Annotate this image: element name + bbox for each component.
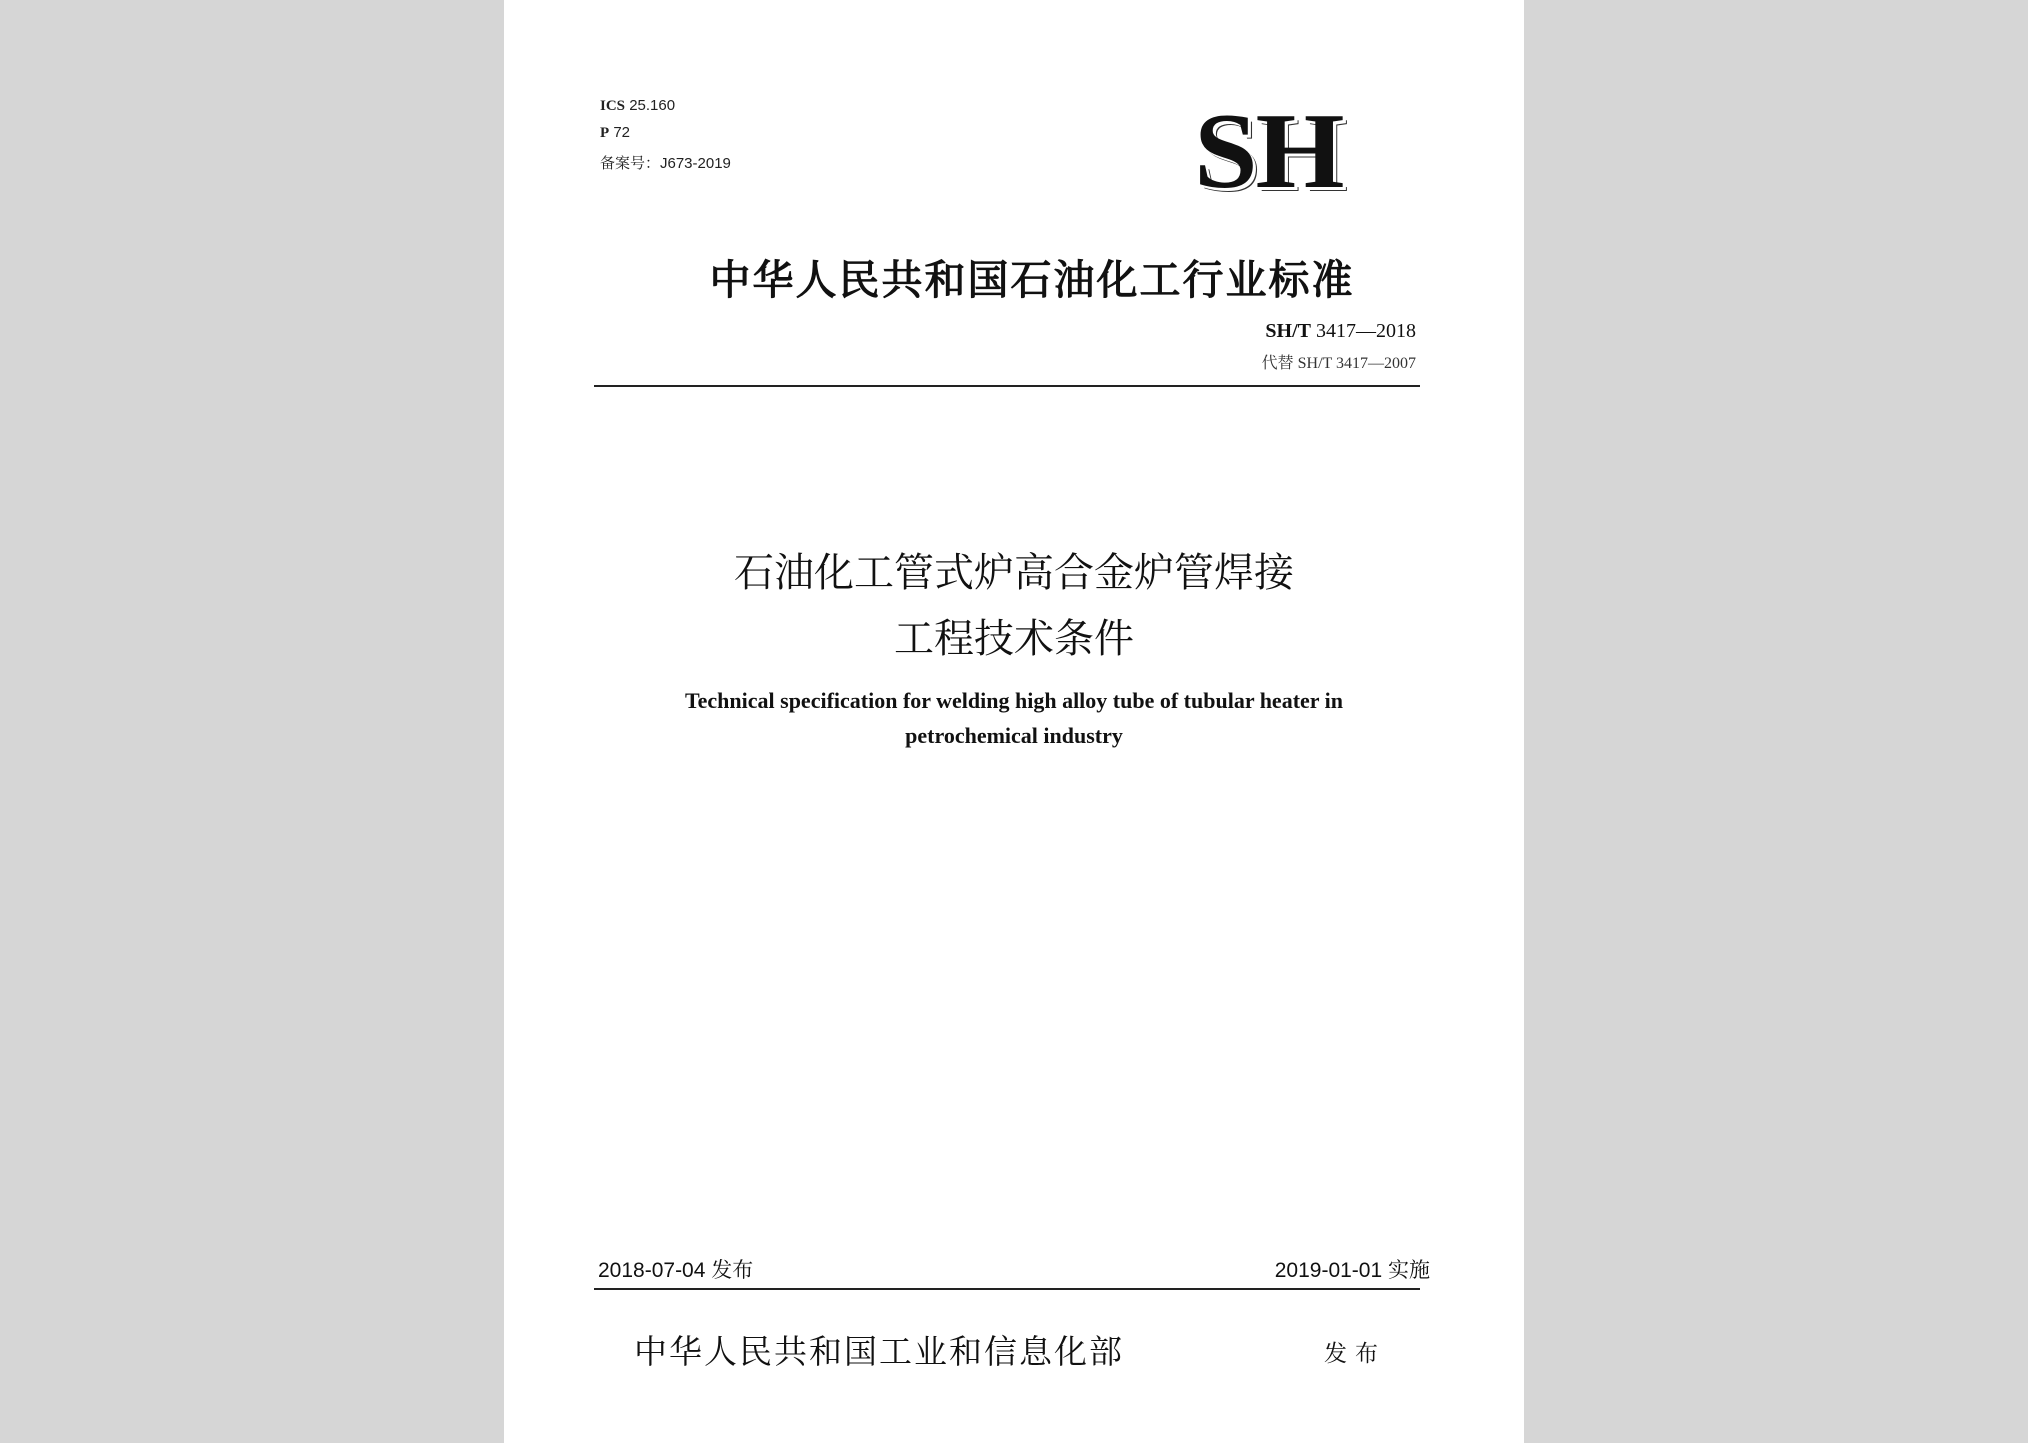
- issuing-authority: 中华人民共和国工业和信息化部: [634, 1332, 1124, 1371]
- standard-number-prefix: SH/T: [1265, 320, 1311, 342]
- document-page: [504, 0, 1524, 1443]
- issue-label: 发布: [1324, 1341, 1386, 1367]
- classification-label: P: [600, 125, 610, 141]
- classification-value: 72: [613, 124, 631, 141]
- issue-date: 2018-07-04 发布: [598, 1259, 754, 1282]
- ics-value: 25.160: [629, 97, 676, 114]
- cn-title-line1: 石油化工管式炉高合金炉管焊接: [734, 550, 1294, 596]
- cn-title-line2: 工程技术条件: [894, 616, 1134, 662]
- classification-code: [600, 124, 630, 142]
- standard-number-value: 3417—2018: [1316, 320, 1416, 342]
- en-title-line2: petrochemical industry: [905, 723, 1123, 748]
- en-title-line1: Technical specification for welding high alloy tube of tubular heater in: [684, 688, 1343, 713]
- sh-logo: SH: [1194, 92, 1343, 211]
- replaces-standard: 代替 SH/T 3417—2007: [1261, 355, 1416, 372]
- effective-date: 2019-01-01 实施: [1274, 1259, 1430, 1282]
- bottom-divider: [594, 1288, 1420, 1290]
- ics-code: [600, 97, 675, 115]
- ics-label: ICS: [600, 98, 626, 114]
- filing-number: 备案号：J673-2019: [600, 155, 731, 172]
- standard-number: [1265, 320, 1416, 343]
- industry-standard-title: 中华人民共和国石油化工行业标准: [709, 256, 1355, 304]
- top-divider: [594, 385, 1420, 387]
